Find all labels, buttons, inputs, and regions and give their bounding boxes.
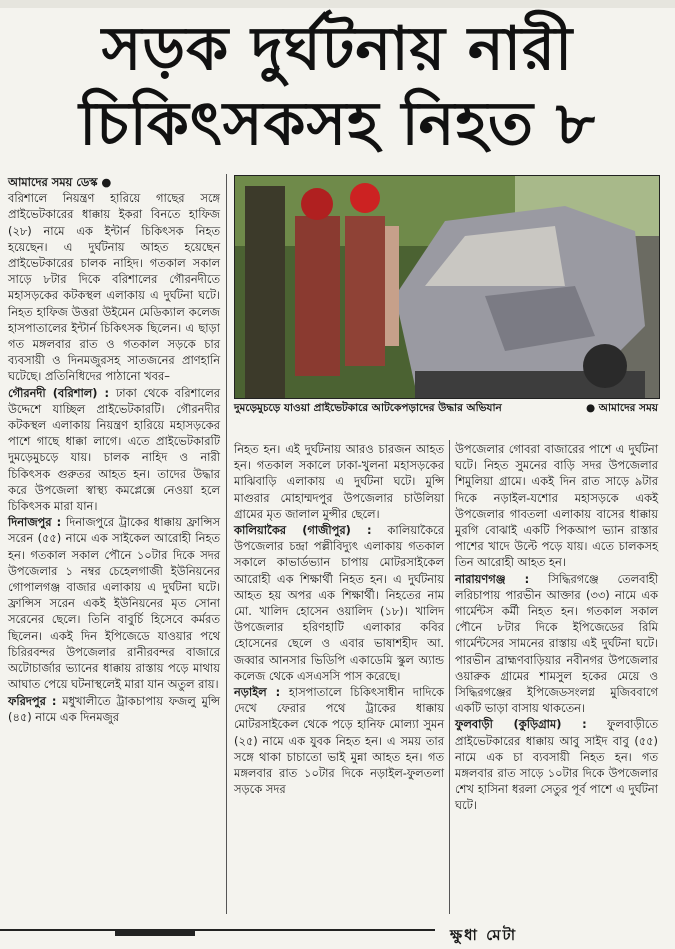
narayanganj-report <box>455 571 658 717</box>
next-headline-fragment: ক্ষুধা মেটা <box>450 926 518 944</box>
headline-line-1: সড়ক দুর্ঘটনায় নারী <box>101 14 574 84</box>
dateline-fulbari: ফুলবাড়ী (কুড়িগ্রাম) : <box>455 717 587 732</box>
dinajpur-report <box>8 514 220 692</box>
gournadi-text: ঢাকা থেকে বরিশালের উদ্দেশে যাচ্ছিল প্রাইভেটকারটি। গৌরনদীর কটকস্থল এলাকায় নিয়ন্ত্রণ হারিয়ে মহাসড়কের পাশে গাছে ধাক্কা লাগে। এতে প্রাইভেটকারটি দুমড়েমুচড়ে যায়। চালক নাহিদ ও নারী চিকিৎসক গুরুতর আহত হন। তাদের উদ্ধার করে উপজেলা স্বাস্থ্য কমপ্লেক্সে নেওয়া হলে চিকিৎসক মারা যান। <box>8 385 221 514</box>
narail-continued: উপজেলার গোবরা বাজারের পাশে এ দুর্ঘটনা ঘটে। নিহত সুমনের বাড়ি সদর উপজেলার শিমুলিয়া গ্রামে। একই দিন রাত সাড়ে ৯টার দিকে নড়াইল-যশোর মহাসড়কে একই উপজেলার গাবতলা এলাকায় বাসের ধাক্কায় মুরগি বোঝাই একটি পিকআপ ভ্যান রাস্তার পাশের খাদে উল্টে পড়ে যায়। এতে চালকসহ তিন আরোহী আহত হন। <box>455 442 658 570</box>
bottom-rule <box>0 929 435 931</box>
column-divider-1 <box>226 174 227 914</box>
narail-report <box>234 684 444 797</box>
dateline-kaliakoir: কালিয়াকৈর (গাজীপুর) : <box>234 523 372 538</box>
dateline-narail: নড়াইল : <box>234 685 281 700</box>
headline-line-2: চিকিৎসকসহ নিহত ৮ <box>79 89 596 159</box>
fulbari-text: ফুলবাড়ীতে প্রাইভেটকারের ধাক্কায় আবু সাইদ বাবু (৫৫) নামে এক চা ব্যবসায়ী নিহত হন। গত মঙ্গলবার রাত সাড়ে ১০টার দিকে উপজেলার শেখ হাসিনা ধরলা সেতুর পূর্ব পাশে এ দুর্ঘটনা ঘটে। <box>455 717 659 813</box>
column-divider-2 <box>449 440 450 914</box>
faridpur-text: মধুখালীতে ট্রাকচাপায় ফজলু মুন্সি (৪৫) নামে এক দিনমজুর <box>8 693 221 724</box>
dinajpur-text: দিনাজপুরে ট্রাকের ধাক্কায় ফ্রান্সিস সরেন (৫৫) নামে এক সাইকেল আরোহী নিহত হন। গতকাল সকাল পৌনে ১০টার দিকে সদর উপজেলার ১ নম্বর চেহেলগাজী ইউনিয়নের গোপালগঞ্জ বাজার এলাকায় এ দুর্ঘটনা ঘটে। ফ্রান্সিস সরেন একই ইউনিয়নের মৃত সোনা সরেনের ছেলে। তিনি বাবুর্চি হিসেবে কর্মরত ছিলেন। একই দিন ইপিজেডে যাওয়ার পথে চিরিরবন্দর উপজেলার রানীরবন্দর বাজারে অটোচার্জার ভ্যানের ধাক্কায় রাস্তায় পড়ে মাথায় আঘাত পেয়ে ঘটনাস্থলেই মারা যান অতুল রায়। <box>8 515 220 692</box>
dateline-dinajpur: দিনাজপুর : <box>8 515 62 530</box>
next-story-strip <box>0 926 675 942</box>
cut-off-text-fragment <box>115 930 195 936</box>
byline: আমাদের সময় ডেস্ক ● <box>8 175 112 189</box>
kaliakoir-report <box>234 522 444 684</box>
intro-paragraph: বরিশালে নিয়ন্ত্রণ হারিয়ে গাছের সঙ্গে প্রাইভেটকারের ধাক্কায় ইকরা বিনতে হাফিজ (২৮) নামে এক ইন্টার্ন চিকিৎসক নিহত হয়েছেন। এ দুর্ঘটনায় আহত হয়েছেন প্রাইভেটকারের চালক নাহিদ। গতকাল সকাল সাড়ে ৮টার দিকে বরিশালের গৌরনদীতে মহাসড়কের কটকস্থল এলাকায় এ দুর্ঘটনা ঘটে। নিহত হাফিজ উত্তরা উইমেন মেডিক্যাল কলেজ হাসপাতালের ইন্টার্ন চিকিৎসক ছিলেন। এ ছাড়া গত মঙ্গলবার রাত ও গতকাল সড়কে চার ব্যবসায়ী ও দিনমজুরসহ সাতজনের প্রাণহানি ঘটেছে। প্রতিনিধিদের পাঠানো খবর– <box>8 191 220 384</box>
dateline-faridpur: ফরিদপুর : <box>8 693 57 708</box>
fulbari-report <box>455 716 658 813</box>
faridpur-report <box>8 693 220 725</box>
kaliakoir-text: কালিয়াকৈরে উপজেলার চন্দ্রা পল্লীবিদ্যুৎ এলাকায় গতকাল সকালে কাভার্ডভ্যান চাপায় মোটরসাইকেল আরোহী এক শিক্ষার্থী নিহত হন। এ দুর্ঘটনায় আহত হয় অপর এক শিক্ষার্থী। নিহতের নাম মো. খালিদ হোসেন ওয়ালিদ (১৮)। খালিদ উপজেলার হরিণহাটি এলাকার কবির হোসেনের ছেলে ও এবার ভাষাশহীদ আ. জব্বার আনসার ভিডিপি একাডেমি স্কুল অ্যান্ড কলেজ থেকে এসএসসি পাস করেছে। <box>234 523 444 683</box>
article-column-1 <box>8 174 220 725</box>
narayanganj-text: সিদ্ধিরগঞ্জে তেলবাহী লরিচাপায় পারভীন আক্তার (৩৩) নামে এক গার্মেন্টস কর্মী নিহত হন। গতকাল সকাল পৌনে ৮টার দিকে ইপিজেডের রিমি গার্মেন্টসের সামনের রাস্তায় এই দুর্ঘটনা ঘটে। পারভীন ব্রাহ্মণবাড়িয়ার নবীনগর উপজেলার ওয়ারুক গ্রামের শামসুল হকের মেয়ে ও সিদ্ধিরগঞ্জের ইপিজেডসংলগ্ন মুজিববাগে একটি ভাড়া বাসায় থাকতেন। <box>455 571 658 716</box>
photo-caption <box>234 401 658 415</box>
faridpur-continued: নিহত হন। এই দুর্ঘটনায় আরও চারজন আহত হন। গতকাল সকালে ঢাকা-খুলনা মহাসড়কের মাঝিবাড়ি এলাকায় এ দুর্ঘটনা ঘটে। মুন্সি মাগুরার মোহাম্মদপুর উপজেলার চাউলিয়া গ্রামের মৃত জালাল মুন্সীর ছেলে। <box>234 442 444 521</box>
caption-text: দুমড়েমুচড়ে যাওয়া প্রাইভেটকারে আটকেপড়াদের উদ্ধার অভিযান <box>234 402 502 414</box>
narail-text: হাসপাতালে চিকিৎসাধীন দাদিকে দেখে ফেরার পথে ট্রাকের ধাক্কায় মোটরসাইকেল থেকে পড়ে হানিফ মোল্যা সুমন (২৫) নামে এক যুবক নিহত হন। এ সময় তার সঙ্গে থাকা চাচাতো ভাই মুন্না আহত হন। গত মঙ্গলবার রাত ১০টার দিকে নড়াইল-ফুলতলা সড়কে সদর <box>234 685 444 797</box>
gournadi-report <box>8 385 220 515</box>
photo-illustration <box>235 176 659 398</box>
article-column-3 <box>455 441 658 814</box>
headline <box>0 12 675 162</box>
accident-photo <box>234 175 660 399</box>
dateline-narayanganj: নারায়ণগঞ্জ : <box>455 571 530 586</box>
photo-credit: ● আমাদের সময় <box>585 402 658 414</box>
dateline-gournadi: গৌরনদী (বরিশাল) : <box>8 385 110 400</box>
article-column-2 <box>234 441 444 797</box>
page-top-band <box>0 0 675 8</box>
